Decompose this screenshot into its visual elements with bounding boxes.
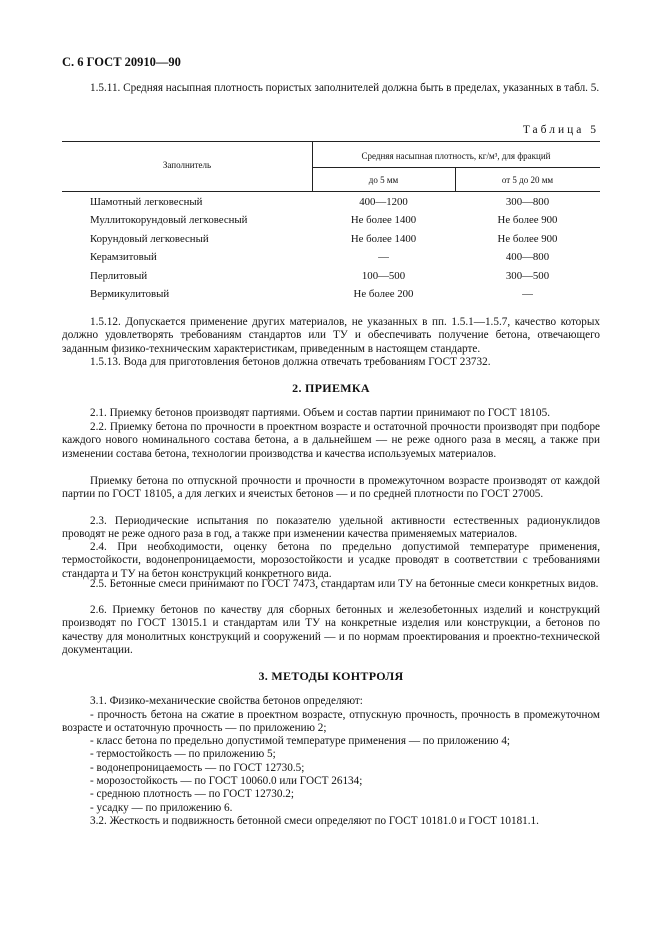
row-value-small: Не более 1400 [350, 214, 417, 226]
row-value-large: 300—500 [505, 270, 550, 282]
paragraph-2-5: 2.5. Бетонные смеси принимают по ГОСТ 7473, стандартам или ТУ на бетонные смеси конкретных видов. [90, 578, 599, 590]
row-value-large: Не более 900 [497, 233, 558, 245]
table-header-density: Средняя насыпная плотность, кг/м³, для фракций [361, 151, 551, 161]
row-value-large: 400—800 [505, 251, 550, 263]
paragraph-3-1: 3.1. Физико-механические свойства бетонов определяют: [90, 695, 363, 707]
table-header-fraction-large: от 5 до 20 мм [501, 175, 554, 185]
list-item: - среднюю плотность — по ГОСТ 12730.2; [90, 788, 294, 800]
list-item: - усадку — по приложению 6. [90, 802, 233, 814]
row-value-small: Не более 1400 [350, 233, 417, 245]
row-filler-name: Керамзитовый [90, 251, 157, 263]
row-filler-name: Шамотный легковесный [90, 196, 203, 208]
row-filler-name: Корундовый легковесный [90, 233, 209, 245]
row-filler-name: Перлитовый [90, 270, 148, 282]
table-header-rule [62, 191, 600, 192]
table-top-rule [62, 141, 600, 142]
row-value-large: Не более 900 [497, 214, 558, 226]
paragraph-1-5-11: 1.5.11. Средняя насыпная плотность пористых заполнителей должна быть в пределах, указанных в табл. 5. [90, 82, 600, 94]
list-item: - класс бетона по предельно допустимой температуре применения — по приложению 4; [90, 735, 511, 747]
paragraph-2-4: 2.4. При необходимости, оценку бетона по предельно допустимой температуре применения, термостойкости, водонепроницаемости, морозостойкости и усадке проводят в соответствии с требованиями стандарта и ТУ на бетон конструкций конкретного вида. [62, 541, 600, 580]
table-header-filler: Заполнитель [162, 160, 212, 170]
row-value-large: — [522, 288, 533, 300]
row-filler-name: Муллитокорундовый легковесный [90, 214, 248, 226]
row-filler-name: Вермикулитовый [90, 288, 170, 300]
row-value-small: — [378, 251, 389, 263]
table-header-fraction-small: до 5 мм [368, 175, 399, 185]
paragraph-2-2-continued: Приемку бетона по отпускной прочности и прочности в промежуточном возрасте производят от каждой партии по ГОСТ 18105, а для легких и ячеистых бетонов — и по средней плотности по ГОСТ 27005. [62, 475, 600, 501]
list-item: - морозостойкость — по ГОСТ 10060.0 или ГОСТ 26134; [90, 775, 363, 787]
section-title-methods: 3. МЕТОДЫ КОНТРОЛЯ [258, 669, 404, 683]
density-table [62, 141, 600, 308]
paragraph-2-6: 2.6. Приемку бетонов по качеству для сборных бетонных и железобетонных изделий и конструкций производят по ГОСТ 13015.1 и стандартам или ТУ на конкретные изделия или конструкции, а бетонов по качеству для монолитных конструкций и сооружений — и по нормам проектирования и проектно-технической документации. [62, 604, 600, 657]
paragraph-1-5-13: 1.5.13. Вода для приготовления бетонов должна отвечать требованиям ГОСТ 23732. [90, 356, 491, 368]
paragraph-1-5-12: 1.5.12. Допускается применение других материалов, не указанных в пп. 1.5.1—1.5.7, качество которых должно удовлетворять требованиям стандартов или ТУ и обеспечивать получение бетона, отвечающего заданным физико-техническим характеристикам, приведенным в настоящем стандарте. [62, 316, 600, 355]
list-item: - термостойкость — по приложению 5; [90, 748, 276, 760]
section-title-acceptance: 2. ПРИЕМКА [292, 381, 370, 395]
list-item: - водонепроницаемость — по ГОСТ 12730.5; [90, 762, 305, 774]
table-mid-rule [312, 167, 600, 168]
paragraph-2-3: 2.3. Периодические испытания по показателю удельной активности естественных радионуклидов проводят не реже одного раза в год, а также при изменении качества применяемых материалов. [62, 515, 600, 541]
row-value-small: Не более 200 [353, 288, 414, 300]
paragraph-2-1: 2.1. Приемку бетонов производят партиями. Объем и состав партии принимают по ГОСТ 18105. [90, 407, 551, 419]
page-header: С. 6 ГОСТ 20910—90 [62, 55, 181, 69]
table-caption: Таблица 5 [522, 124, 599, 136]
row-value-large: 300—800 [505, 196, 550, 208]
paragraph-3-2: 3.2. Жесткость и подвижность бетонной смеси определяют по ГОСТ 10181.0 и ГОСТ 10181.1. [90, 815, 539, 827]
row-value-small: 100—500 [361, 270, 406, 282]
list-item: - прочность бетона на сжатие в проектном возрасте, отпускную прочность, прочность в промежуточном возрасте и остаточную прочность — по приложению 2; [62, 709, 600, 735]
row-value-small: 400—1200 [359, 196, 408, 208]
paragraph-2-2: 2.2. Приемку бетона по прочности в проектном возрасте и остаточной прочности производят при подборе каждого нового номинального состава бетона, а в дальнейшем — не реже одного раза в месяц, а также при изменении состава бетона, технологии производства и качества используемых материалов. [62, 421, 600, 460]
